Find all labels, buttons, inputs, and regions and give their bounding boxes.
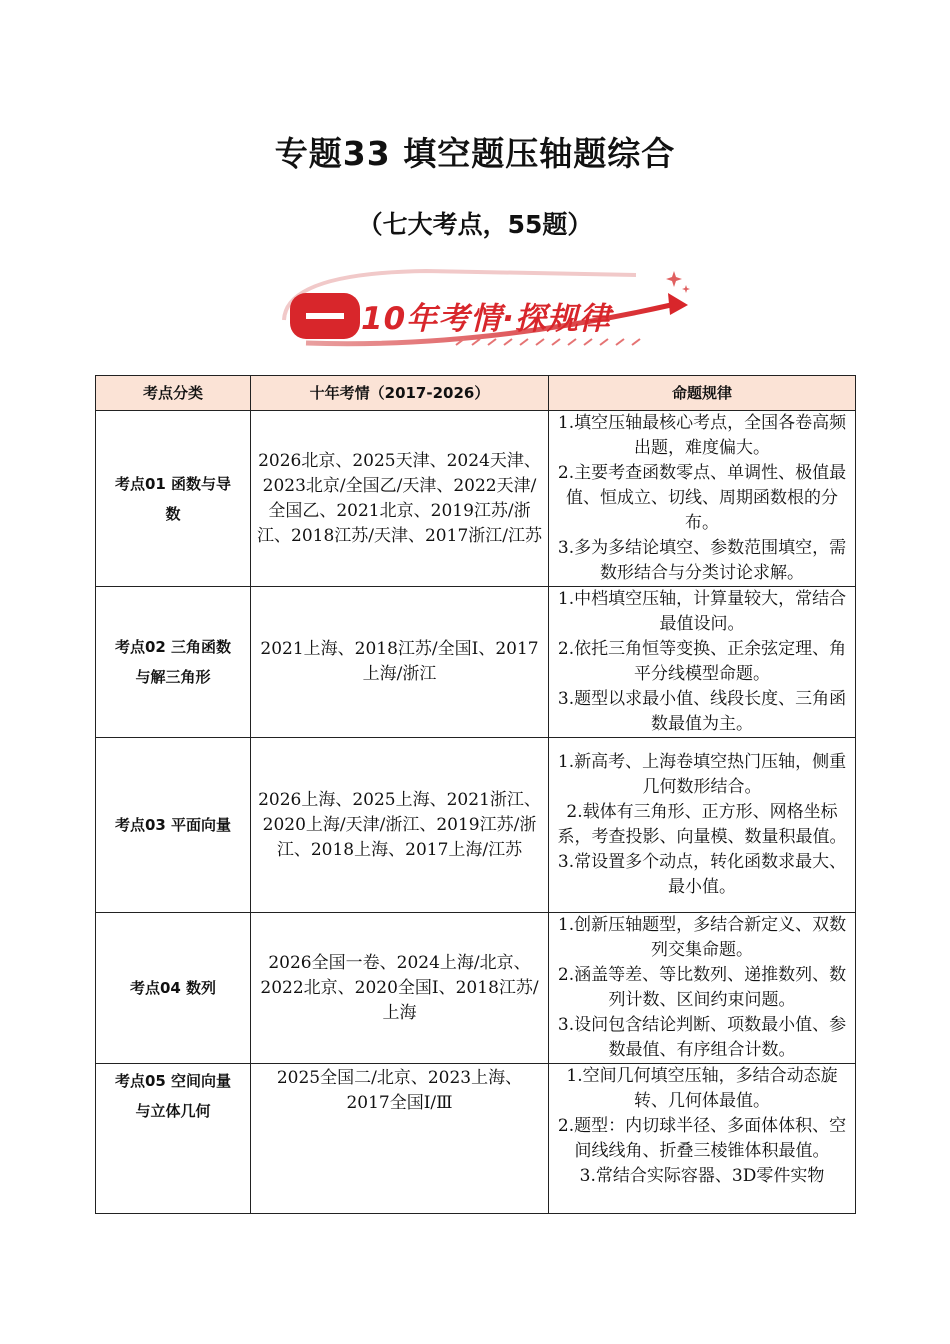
page-title: 专题33 填空题压轴题综合 bbox=[274, 134, 676, 173]
table-header-row bbox=[96, 376, 856, 411]
table-row bbox=[96, 913, 856, 1064]
rule-item: 1.创新压轴题型，多结合新定义、双数列交集命题。 bbox=[557, 915, 847, 960]
row-history: 2026上海、2025上海、2021浙江、2020上海/天津/浙江、2019江苏/浙江、2018上海、2017上海/江苏 bbox=[251, 738, 549, 913]
rule-item: 1.空间几何填空压轴，多结合动态旋转、几何体最值。 bbox=[566, 1066, 838, 1111]
section-banner bbox=[276, 265, 696, 351]
row-rules bbox=[549, 738, 856, 913]
rule-item: 2.题型：内切球半径、多面体体积、空间线线角、折叠三棱锥体积最值。 bbox=[557, 1116, 847, 1161]
table-row bbox=[96, 1064, 856, 1214]
page-subtitle: （七大考点，55题） bbox=[357, 210, 593, 239]
row-rules bbox=[549, 411, 856, 587]
rule-item: 3.常设置多个动点，转化函数求最大、最小值。 bbox=[557, 852, 847, 897]
row-category: 考点05 空间向量与立体几何 bbox=[96, 1064, 251, 1214]
row-history: 2025全国二/北京、2023上海、2017全国Ⅰ/Ⅲ bbox=[251, 1064, 549, 1214]
table-row bbox=[96, 411, 856, 587]
header-rules: 命题规律 bbox=[549, 376, 856, 411]
table-row bbox=[96, 738, 856, 913]
row-category: 考点04 数列 bbox=[96, 913, 251, 1064]
row-rules bbox=[549, 1064, 856, 1214]
rule-item: 2.涵盖等差、等比数列、递推数列、数列计数、区间约束问题。 bbox=[557, 965, 847, 1010]
row-rules bbox=[549, 587, 856, 738]
rule-item: 1.填空压轴最核心考点，全国各卷高频出题，难度偏大。 bbox=[557, 413, 847, 458]
row-history: 2026全国一卷、2024上海/北京、2022北京、2020全国Ⅰ、2018江苏/上海 bbox=[251, 913, 549, 1064]
rule-item: 3.常结合实际容器、3D零件实物 bbox=[579, 1166, 825, 1186]
rule-item: 2.依托三角恒等变换、正余弦定理、角平分线模型命题。 bbox=[557, 639, 847, 684]
header-category: 考点分类 bbox=[96, 376, 251, 411]
row-category: 考点02 三角函数与解三角形 bbox=[96, 587, 251, 738]
row-category: 考点03 平面向量 bbox=[96, 738, 251, 913]
row-history: 2026北京、2025天津、2024天津、2023北京/全国乙/天津、2022天津/全国乙、2021北京、2019江苏/浙江、2018江苏/天津、2017浙江/江苏 bbox=[251, 411, 549, 587]
banner-text: 10年考情·探规律 bbox=[361, 301, 611, 337]
rule-item: 2.主要考查函数零点、单调性、极值最值、恒成立、切线、周期函数根的分布。 bbox=[557, 463, 847, 533]
rule-item: 1.新高考、上海卷填空热门压轴，侧重几何数形结合。 bbox=[557, 752, 847, 797]
row-history: 2021上海、2018江苏/全国Ⅰ、2017上海/浙江 bbox=[251, 587, 549, 738]
row-category: 考点01 函数与导数 bbox=[96, 411, 251, 587]
rule-item: 3.设问包含结论判断、项数最小值、参数最值、有序组合计数。 bbox=[557, 1015, 847, 1060]
header-history: 十年考情（2017-2026） bbox=[251, 376, 549, 411]
row-rules bbox=[549, 913, 856, 1064]
exam-analysis-table bbox=[95, 375, 856, 1214]
rule-item: 2.载体有三角形、正方形、网格坐标系，考查投影、向量模、数量积最值。 bbox=[557, 802, 847, 847]
rule-item: 3.多为多结论填空、参数范围填空，需数形结合与分类讨论求解。 bbox=[557, 538, 847, 583]
table-row bbox=[96, 587, 856, 738]
rule-item: 1.中档填空压轴，计算量较大，常结合最值设问。 bbox=[557, 589, 847, 634]
rule-item: 3.题型以求最小值、线段长度、三角函数最值为主。 bbox=[557, 689, 847, 734]
